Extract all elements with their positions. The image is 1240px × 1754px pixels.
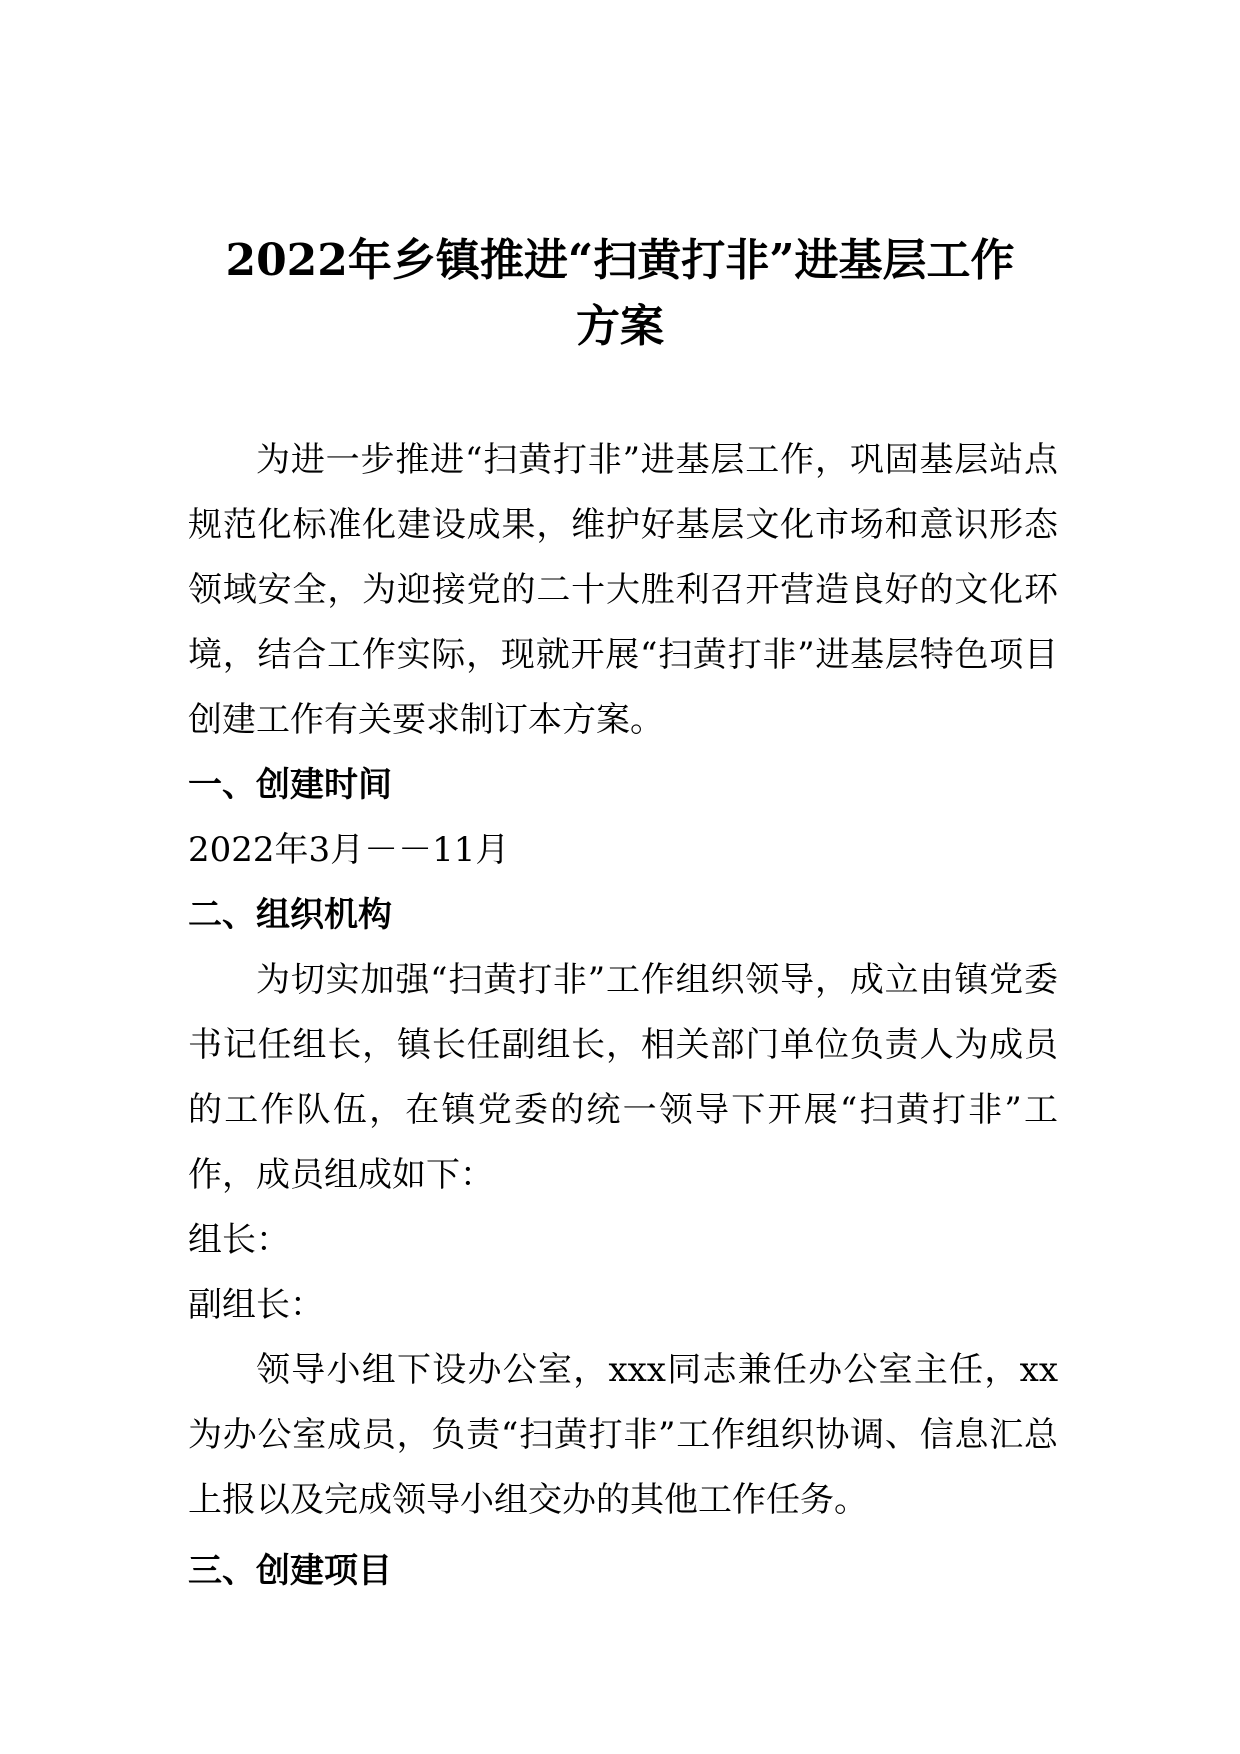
section-2-paragraph-2: 领导小组下设办公室，xxx同志兼任办公室主任，xx为办公室成员，负责“扫黄打非”工作组织协调、信息汇总上报以及完成领导小组交办的其他工作任务。 — [188, 1350, 1058, 1520]
document-title-line-2: 方案 — [576, 301, 664, 352]
section-1-text: 2022年3月－－11月 — [188, 830, 510, 870]
deputy-leader-label: 副组长： — [188, 1285, 324, 1325]
section-1-heading: 一、创建时间 — [188, 765, 392, 805]
intro-paragraph: 为进一步推进“扫黄打非”进基层工作，巩固基层站点规范化标准化建设成果，维护好基层文化市场和意识形态领域安全，为迎接党的二十大胜利召开营造良好的文化环境，结合工作实际，现就开展“扫黄打非”进基层特色项目创建工作有关要求制订本方案。 — [188, 440, 1058, 740]
document-title-line-1: 2022年乡镇推进“扫黄打非”进基层工作 — [225, 235, 1015, 286]
leader-label: 组长： — [188, 1220, 290, 1260]
section-2-heading: 二、组织机构 — [188, 895, 392, 935]
document-body — [188, 428, 1058, 1604]
section-2-paragraph-1: 为切实加强“扫黄打非”工作组织领导，成立由镇党委书记任组长，镇长任副组长，相关部门单位负责人为成员的工作队伍，在镇党委的统一领导下开展“扫黄打非”工作，成员组成如下： — [188, 960, 1058, 1195]
section-3-heading: 三、创建项目 — [188, 1551, 392, 1591]
